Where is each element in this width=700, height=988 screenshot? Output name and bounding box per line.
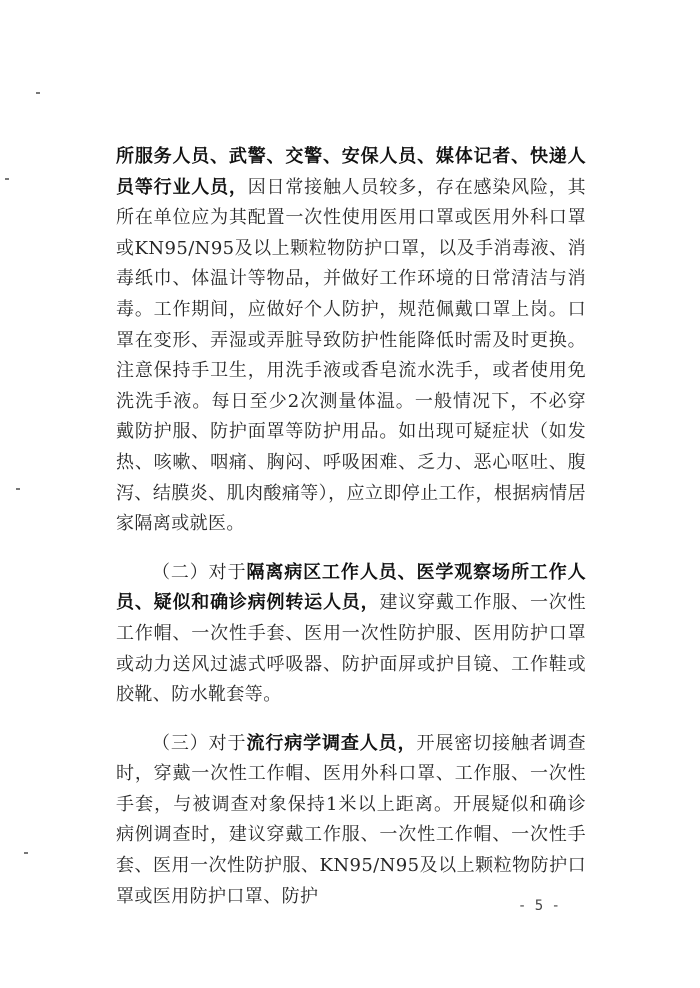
paragraph-1-text: 因日常接触人员较多，存在感染风险，其所在单位应为其配置一次性使用医用口罩或医用外科口罩或KN95/N95及以上颗粒物防护口罩，以及手消毒液、消毒纸巾、体温计等物品，并做好工作环境的日常清洁与消毒。工作期间，应做好个人防护，规范佩戴口罩上岗。口罩在变形、弄湿或弄脏导致防护性能降低时需及时更换。注意保持手卫生，用洗手液或香皂流水洗手，或者使用免洗洗手液。每日至少2次测量体温。一般情况下，不必穿戴防护服、防护面罩等防护用品。如出现可疑症状（如发热、咳嗽、咽痛、胸闷、呼吸困难、乏力、恶心呕吐、腹泻、结膜炎、肌肉酸痛等），应立即停止工作，根据病情居家隔离或就医。 <box>116 176 586 535</box>
paragraph-1-bold-text: 所服务人员、武警、交警、安保人员、媒体记者、快递人员等行业人员， <box>116 146 586 198</box>
paragraph-3-text: 开展密切接触者调查时，穿戴一次性工作帽、医用外科口罩、工作服、一次性手套，与被调查对象保持1米以上距离。开展疑似和确诊病例调查时，建议穿戴工作服、一次性工作帽、一次性手套、医用一次性防护服、KN95/N95及以上颗粒物防护口罩或医用防护口罩、防护 <box>116 732 586 907</box>
scan-speck <box>24 852 28 854</box>
paragraph-3 <box>116 729 586 913</box>
document-body <box>116 142 586 912</box>
paragraph-2-bold-text: 隔离病区工作人员、医学观察场所工作人员、疑似和确诊病例转运人员， <box>116 561 587 614</box>
page-number: - 5 - <box>517 898 560 914</box>
paragraph-1 <box>116 142 586 540</box>
paragraph-2-text: 建议穿戴工作服、一次性工作帽、一次性手套、医用一次性防护服、医用防护口罩或动力送风过滤式呼吸器、防护面屏或护目镜、工作鞋或胶靴、防水靴套等。 <box>116 592 586 706</box>
paragraph-2 <box>116 558 586 711</box>
paragraph-3-bold-text: 流行病学调查人员， <box>246 732 417 754</box>
scan-speck <box>36 92 40 94</box>
paragraph-2-lead: （二）对于 <box>152 561 247 583</box>
scan-speck <box>5 178 9 180</box>
scan-speck <box>16 488 20 490</box>
paragraph-3-lead: （三）对于 <box>152 732 247 754</box>
